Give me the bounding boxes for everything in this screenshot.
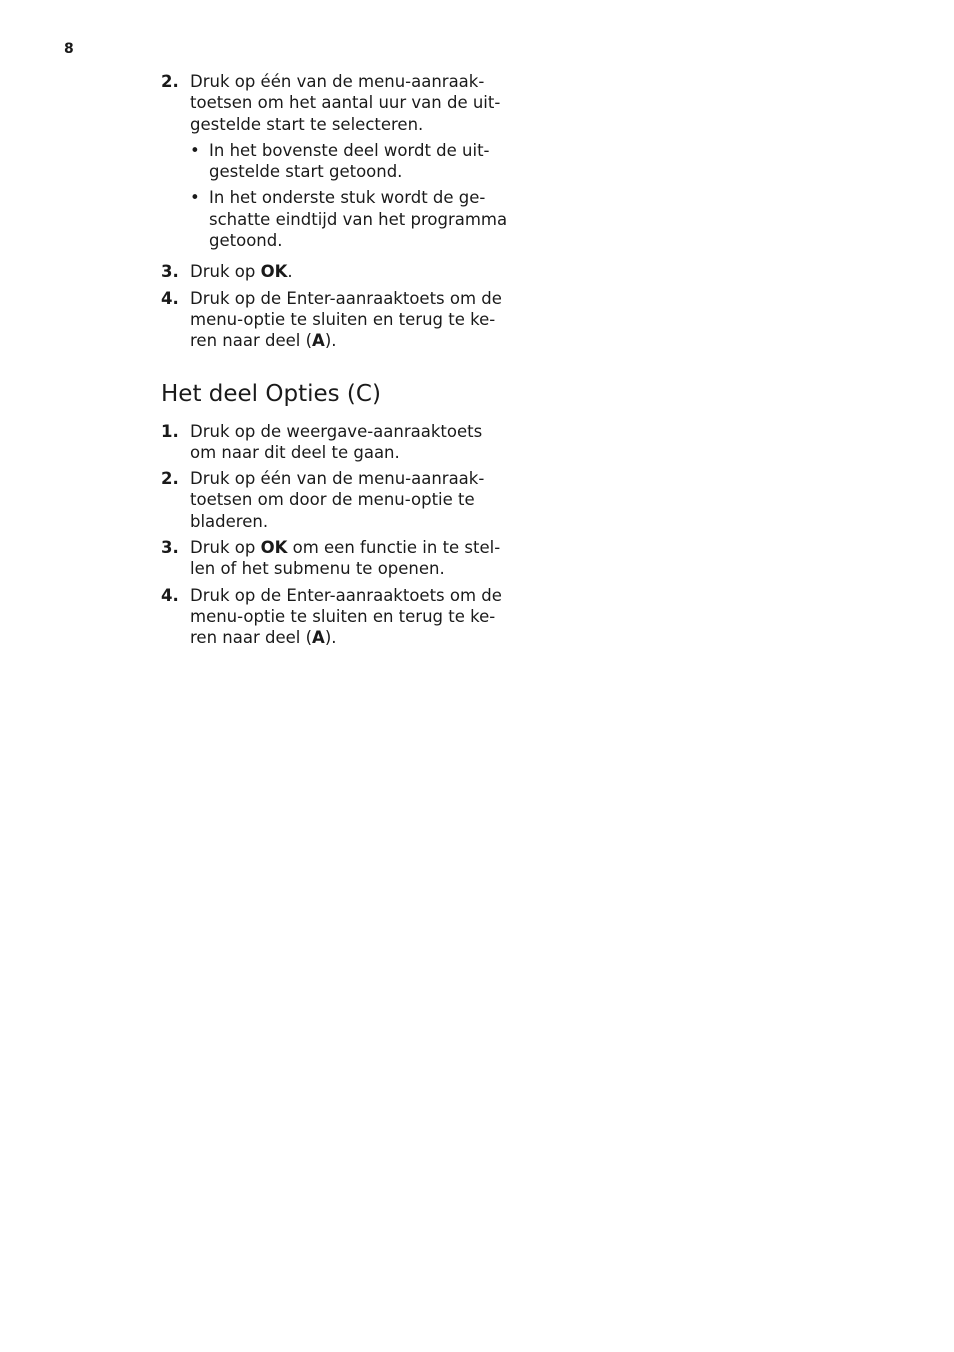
step-text-line: Druk op de Enter-aanraaktoets om de [190, 288, 502, 308]
step-text-line: gestelde start te selecteren. [190, 114, 424, 134]
bullet-text [209, 140, 521, 183]
step-3-ok [161, 261, 521, 282]
bullet-text-line: In het onderste stuk wordt de ge- [209, 188, 486, 208]
step-text-line: menu-optie te sluiten en terug te ke- [190, 606, 496, 626]
step-text-line: om naar dit deel te gaan. [190, 442, 400, 462]
step-text: om een functie in te stel- [287, 538, 501, 558]
step-number: 3. [161, 262, 179, 282]
step-number: 3. [161, 538, 179, 558]
section-step-2 [161, 468, 521, 532]
step-body [190, 261, 521, 282]
step-text-line: Druk op de weergave-aanraaktoets [190, 421, 483, 441]
step-body [190, 71, 521, 256]
step-body [190, 288, 521, 352]
step-body [190, 421, 521, 464]
bullet-text-line: In het bovenste deel wordt de uit- [209, 140, 490, 160]
step-text-line: toetsen om het aantal uur van de uit- [190, 93, 501, 113]
step-number: 1. [161, 421, 179, 441]
bullet-mark: • [190, 188, 200, 208]
bullet-list [190, 140, 521, 251]
ok-key-label: OK [260, 538, 288, 558]
bullet-text-line: getoond. [209, 231, 283, 251]
step-4-enter [161, 288, 521, 352]
step-text-line: menu-optie te sluiten en terug te ke- [190, 309, 496, 329]
step-number: 2. [161, 469, 179, 489]
step-text-line [190, 627, 521, 648]
step-number: 2. [161, 72, 179, 91]
section-a-label: A [312, 628, 325, 648]
step-text: ). [324, 331, 337, 351]
bullet-item [190, 187, 521, 251]
step-text-line: len of het submenu te openen. [190, 559, 445, 579]
bullet-text [209, 187, 521, 251]
step-body [190, 537, 521, 580]
step-text-line: toetsen om door de menu-optie te [190, 490, 475, 510]
section-step-1 [161, 421, 521, 464]
step-text: ren naar deel ( [190, 331, 313, 351]
step-text: ). [324, 628, 337, 648]
section-step-4 [161, 585, 521, 649]
step-text: ren naar deel ( [190, 628, 313, 648]
section-heading: Het deel Opties (C) [161, 380, 381, 407]
content-column [161, 71, 521, 654]
step-text-line: bladeren. [190, 511, 269, 531]
step-number: 4. [161, 585, 179, 605]
step-text: Druk op [190, 262, 261, 282]
ok-key-label: OK [260, 262, 288, 282]
step-2-delay [161, 71, 521, 256]
step-text: . [287, 262, 293, 282]
section-a-label: A [312, 331, 325, 351]
bullet-mark: • [190, 140, 200, 160]
step-body [190, 468, 521, 532]
step-text-line [190, 330, 521, 351]
step-text-line: Druk op de Enter-aanraaktoets om de [190, 585, 502, 605]
step-text-line [190, 261, 521, 282]
step-text: Druk op [190, 538, 261, 558]
bullet-text-line: schatte eindtijd van het programma [209, 209, 508, 229]
step-text-line: Druk op één van de menu-aanraak- [190, 72, 485, 91]
step-body [190, 585, 521, 649]
section-step-3 [161, 537, 521, 580]
bullet-item [190, 140, 521, 183]
bullet-text-line: gestelde start getoond. [209, 162, 403, 182]
step-text-line [190, 537, 521, 558]
page-number: 8 [64, 41, 74, 57]
step-number: 4. [161, 288, 179, 308]
step-text-line: Druk op één van de menu-aanraak- [190, 469, 485, 489]
